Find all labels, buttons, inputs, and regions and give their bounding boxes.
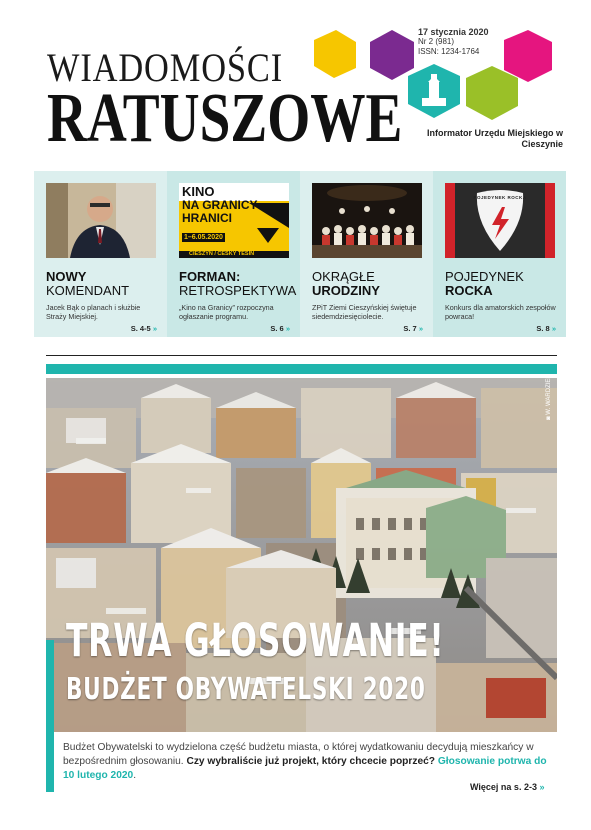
photo-credit bbox=[546, 375, 552, 420]
teaser-forman[interactable] bbox=[167, 171, 300, 337]
lead-paragraph: Budżet Obywatelski to wydzielona część budżetu miasta, o której wydatkowaniu decydują mieszkańcy w bezpośrednim głosowaniu. Czy wybraliście już projekt, który chcecie poprzeć? Głosowanie potrwa do 10 lutego 2020. bbox=[63, 742, 547, 781]
page-number: S. 4-5 bbox=[130, 324, 151, 333]
teaser-title-rest: OKRĄGŁE bbox=[312, 269, 375, 284]
teaser-title-bold: FORMAN: bbox=[179, 269, 241, 284]
lead-accent-bar bbox=[46, 640, 54, 792]
hex-magenta bbox=[504, 30, 552, 82]
more-text: Więcej na s. 2-3 bbox=[470, 782, 537, 792]
poster-dates: 1–6.05.2020 bbox=[184, 234, 223, 241]
masthead bbox=[0, 0, 591, 170]
teaser-description: Jacek Bąk o planach i służbie Straży Miejskiej. bbox=[46, 303, 141, 321]
issue-number: Nr 2 (981) bbox=[418, 37, 455, 46]
page-number: S. 7 bbox=[403, 324, 417, 333]
lead-highlight: Głosowanie potrwa do 10 lutego 2020 bbox=[63, 756, 547, 781]
teaser-page-link[interactable] bbox=[536, 324, 556, 333]
double-chevron-right-icon: » bbox=[418, 324, 423, 333]
photo-credit-text: W. WARDZIEL bbox=[546, 375, 552, 415]
teaser-title-rest: POJEDYNEK bbox=[445, 269, 524, 284]
teaser-description: ZPiT Ziemi Cieszyńskiej świętuje siedemdziesięciolecie. bbox=[312, 303, 417, 321]
teaser-strip bbox=[0, 171, 591, 337]
cover-headline: TRWA GŁOSOWANIE! bbox=[66, 614, 445, 667]
teaser-page-link[interactable] bbox=[270, 324, 290, 333]
double-chevron-right-icon: » bbox=[551, 324, 556, 333]
issue-date: 17 stycznia 2020 bbox=[418, 27, 489, 37]
teaser-page-link[interactable] bbox=[403, 324, 423, 333]
teaser-photo-commander bbox=[46, 183, 156, 258]
camera-icon: ◙ bbox=[546, 416, 552, 420]
poster-city: CIESZYN / ČESKÝ TĚŠÍN bbox=[189, 251, 255, 257]
teaser-poster-rock bbox=[445, 183, 555, 258]
teaser-title-bold: ROCKA bbox=[445, 283, 493, 298]
lead-question: Czy wybraliście już projekt, który chcecie poprzeć? bbox=[186, 756, 436, 767]
teaser-description: Konkurs dla amatorskich zespołów powraca! bbox=[445, 303, 556, 321]
poster-text: POJEDYNEK ROCKA bbox=[473, 195, 527, 200]
teaser-title-bold: NOWY bbox=[46, 269, 87, 284]
divider-line bbox=[46, 355, 557, 356]
double-chevron-right-icon: » bbox=[285, 324, 290, 333]
poster-line3: HRANICI bbox=[182, 211, 232, 225]
hex-green bbox=[466, 66, 518, 120]
teaser-okragle-urodziny[interactable] bbox=[300, 171, 433, 337]
cover-subheadline: BUDŻET OBYWATELSKI 2020 bbox=[66, 672, 426, 707]
double-chevron-right-icon: » bbox=[539, 782, 545, 792]
teaser-poster-kino bbox=[179, 183, 289, 258]
double-chevron-right-icon: » bbox=[152, 324, 157, 333]
hex-purple bbox=[370, 30, 414, 80]
page-number: S. 6 bbox=[270, 324, 284, 333]
teaser-photo-dancers bbox=[312, 183, 422, 258]
issn: ISSN: 1234-1764 bbox=[418, 47, 480, 56]
hex-yellow bbox=[314, 30, 356, 78]
teaser-pojedynek-rocka[interactable] bbox=[433, 171, 566, 337]
lead-text: Budżet Obywatelski to wydzielona część budżetu miasta, o której wydatkowaniu decydują mieszkańcy w bezpośrednim głosowaniu. bbox=[63, 742, 534, 767]
poster-line2: NA GRANICY bbox=[182, 198, 258, 212]
teaser-title-rest: KOMENDANT bbox=[46, 283, 130, 298]
teaser-title-rest: RETROSPEKTYWA bbox=[179, 283, 297, 298]
informator-text: Informator Urzędu Miejskiego w Cieszynie bbox=[426, 128, 563, 149]
teaser-nowy-komendant[interactable] bbox=[34, 171, 167, 337]
teaser-title-bold: URODZINY bbox=[312, 283, 380, 298]
hexagon-logo bbox=[300, 20, 570, 130]
masthead-title-line1: WIADOMOŚCI bbox=[47, 45, 284, 90]
teal-bar bbox=[46, 364, 557, 374]
more-link[interactable] bbox=[470, 782, 544, 792]
page-number: S. 8 bbox=[536, 324, 550, 333]
masthead-title-line2: RATUSZOWE bbox=[47, 80, 403, 157]
teaser-page-link[interactable] bbox=[131, 324, 157, 333]
teaser-description: „Kino na Granicy” rozpoczyna ogłaszanie programu. bbox=[179, 303, 274, 321]
poster-line1: KINO bbox=[182, 184, 215, 199]
